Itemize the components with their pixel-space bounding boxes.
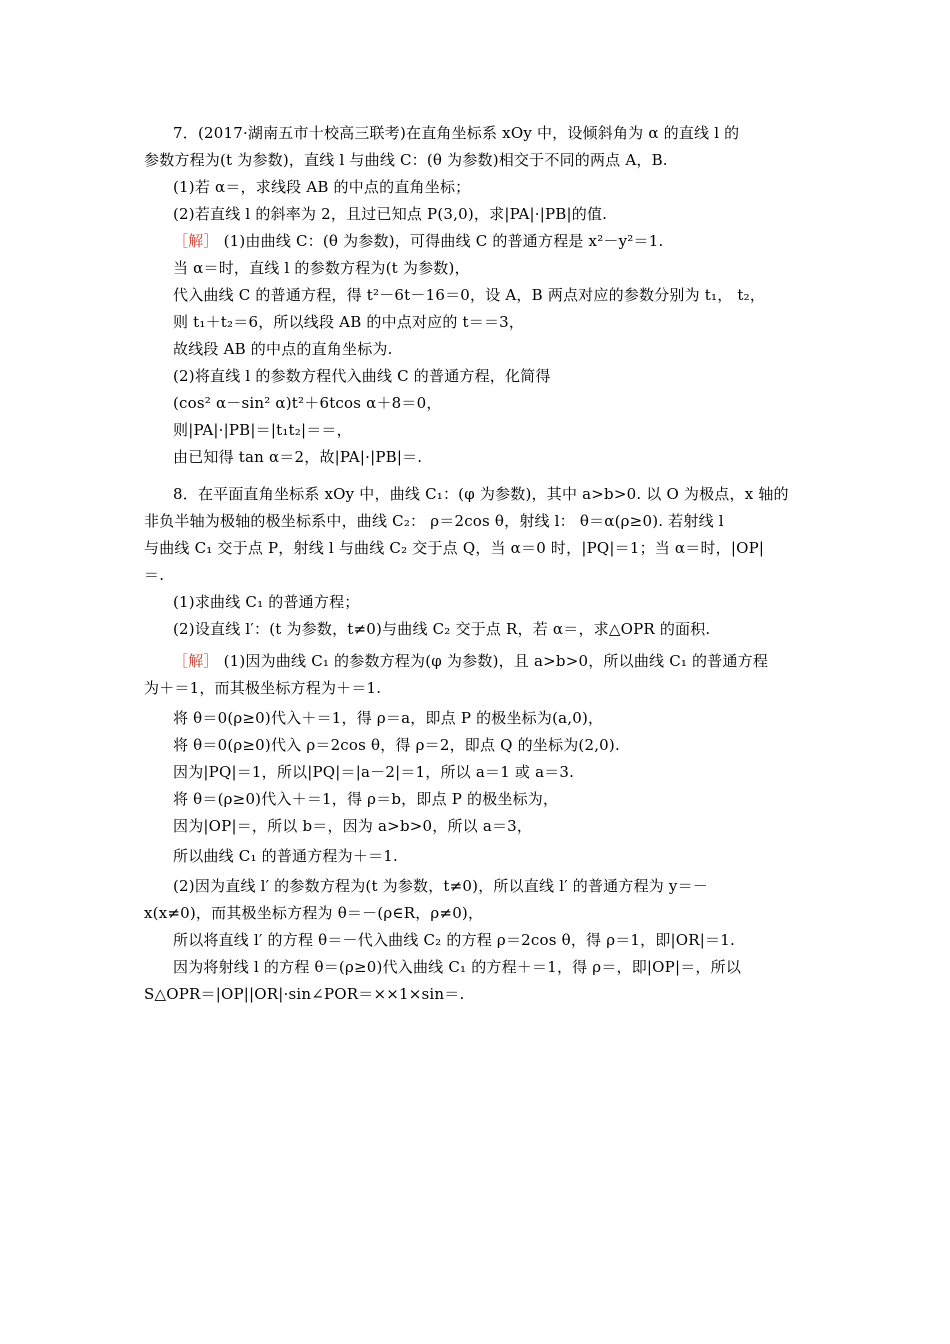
text-line: 所以将直线 l′ 的方程 θ＝－代入曲线 C₂ 的方程 ρ＝2cos θ，得 ρ＝1，即|OR|＝1. [173,931,735,949]
text-line: (2)设直线 l′：(t 为参数，t≠0)与曲线 C₂ 交于点 R，若 α＝，求△OPR 的面积. [173,620,711,638]
text-line: S△OPR＝|OP||OR|·sin∠POR＝××1×sin＝. [144,985,465,1003]
text-line: 将 θ＝0(ρ≥0)代入 ρ＝2cos θ，得 ρ＝2，即点 Q 的坐标为(2,0). [173,736,620,754]
text-line: x(x≠0)，而其极坐标方程为 θ＝－(ρ∈R，ρ≠0)， [144,904,484,922]
text-line: (1)求曲线 C₁ 的普通方程； [173,593,360,611]
text-line: 8．在平面直角坐标系 xOy 中，曲线 C₁：(φ 为参数)，其中 a>b>0. 以 O 为极点，x 轴的 [173,485,789,503]
solution-tag: ［解］ [173,232,219,250]
text-line: 故线段 AB 的中点的直角坐标为. [173,340,393,358]
text-line: 为＋＝1，而其极坐标方程为＋＝1. [144,679,382,697]
text-line: 与曲线 C₁ 交于点 P，射线 l 与曲线 C₂ 交于点 Q，当 α＝0 时，|PQ|＝1；当 α＝时，|OP| [144,539,765,557]
text-line: 由已知得 tan α＝2，故|PA|·|PB|＝. [173,448,423,466]
text-line: 因为|OP|＝，所以 b＝，因为 a>b>0，所以 a＝3， [173,817,533,835]
text-line: (2)因为直线 l′ 的参数方程为(t 为参数，t≠0)，所以直线 l′ 的普通方程为 y＝－ [173,877,709,895]
text-line: 则 t₁＋t₂＝6，所以线段 AB 的中点对应的 t＝＝3， [173,313,525,331]
text-line: ＝. [144,566,165,584]
text-line: 代入曲线 C 的普通方程，得 t²－6t－16＝0，设 A，B 两点对应的参数分别为 t₁， t₂， [173,286,766,304]
text-line: 所以曲线 C₁ 的普通方程为＋＝1. [173,847,398,865]
text-line: ［解］ (1)由曲线 C：(θ 为参数)，可得曲线 C 的普通方程是 x²－y²＝1. [173,232,664,250]
text-line: 因为|PQ|＝1，所以|PQ|＝|a－2|＝1，所以 a＝1 或 a＝3. [173,763,575,781]
text-line: 7．(2017·湖南五市十校高三联考)在直角坐标系 xOy 中，设倾斜角为 α 的直线 l 的 [173,124,740,142]
text-line: 当 α＝时，直线 l 的参数方程为(t 为参数)， [173,259,470,277]
text-line: (1)若 α＝，求线段 AB 的中点的直角坐标； [173,178,471,196]
text-line: 因为将射线 l 的方程 θ＝(ρ≥0)代入曲线 C₁ 的方程＋＝1，得 ρ＝，即|OP|＝，所以 [173,958,742,976]
text-line: 将 θ＝(ρ≥0)代入＋＝1，得 ρ＝b，即点 P 的极坐标为， [173,790,559,808]
text-line: 将 θ＝0(ρ≥0)代入＋＝1，得 ρ＝a，即点 P 的极坐标为(a,0)， [173,709,604,727]
text-line: 参数方程为(t 为参数)，直线 l 与曲线 C：(θ 为参数)相交于不同的两点 A，B. [144,151,668,169]
text-line: 则|PA|·|PB|＝|t₁t₂|＝＝， [173,421,352,439]
text-line: (cos² α－sin² α)t²＋6tcos α＋8＝0， [173,394,442,412]
text-line: (2)若直线 l 的斜率为 2，且过已知点 P(3,0)，求|PA|·|PB|的值. [173,205,608,223]
text-line: (2)将直线 l 的参数方程代入曲线 C 的普通方程，化简得 [173,367,551,385]
solution-tag: ［解］ [173,652,219,670]
text-line: 非负半轴为极轴的极坐标系中，曲线 C₂： ρ＝2cos θ，射线 l： θ＝α(ρ≥0). 若射线 l [144,512,724,530]
text-line: ［解］ (1)因为曲线 C₁ 的参数方程为(φ 为参数)，且 a>b>0，所以曲线 C₁ 的普通方程 [173,652,769,670]
